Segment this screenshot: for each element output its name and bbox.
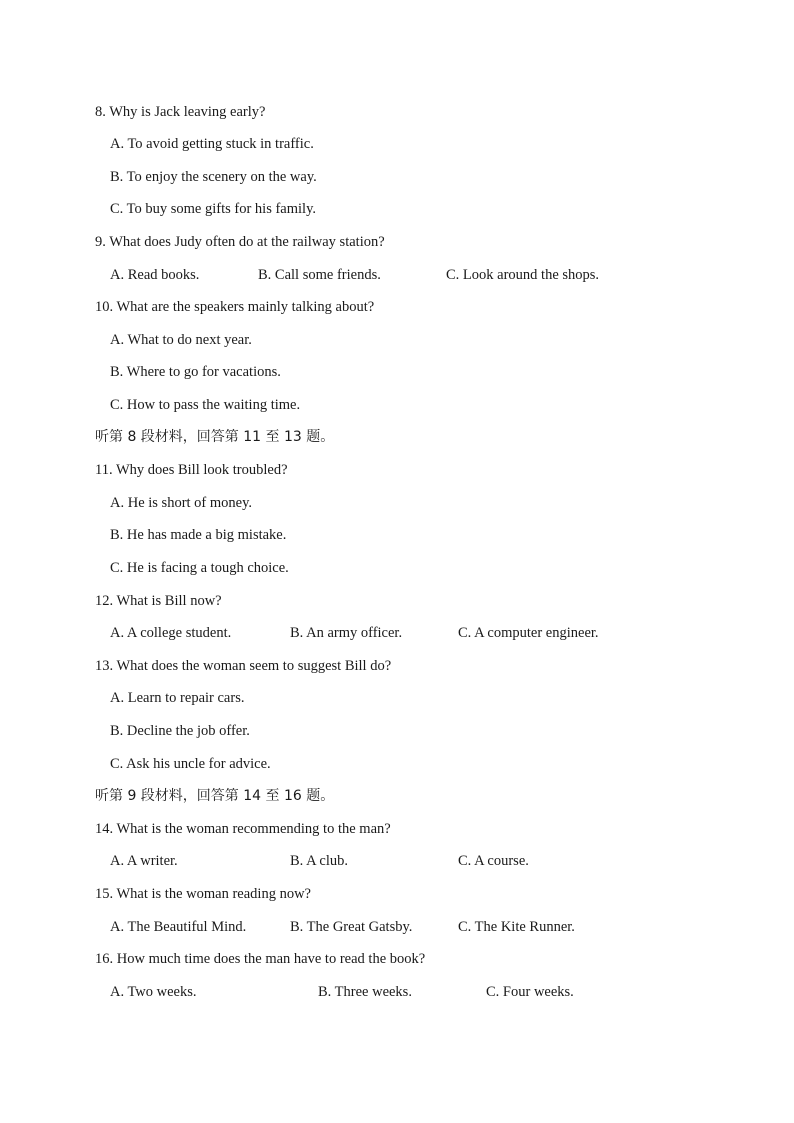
option-14c: C. A course. — [458, 853, 529, 869]
question-13: 13. What does the woman seem to suggest Bill do? — [95, 658, 392, 674]
question-14: 14. What is the woman recommending to the man? — [95, 821, 391, 837]
question-16: 16. How much time does the man have to read the book? — [95, 951, 426, 967]
question-12: 12. What is Bill now? — [95, 593, 222, 609]
option-11a: A. He is short of money. — [110, 495, 253, 511]
option-11c: C. He is facing a tough choice. — [110, 560, 289, 576]
option-16a: A. Two weeks. — [110, 984, 197, 1000]
option-12a: A. A college student. — [110, 625, 232, 641]
option-15c: C. The Kite Runner. — [458, 919, 575, 935]
option-9b: B. Call some friends. — [258, 267, 381, 283]
option-10a: A. What to do next year. — [110, 332, 252, 348]
option-8b: B. To enjoy the scenery on the way. — [110, 169, 317, 185]
option-13b: B. Decline the job offer. — [110, 723, 250, 739]
question-8: 8. Why is Jack leaving early? — [95, 104, 266, 120]
question-9: 9. What does Judy often do at the railway station? — [95, 234, 385, 250]
option-10c: C. How to pass the waiting time. — [110, 397, 301, 413]
option-8c: C. To buy some gifts for his family. — [110, 201, 317, 217]
option-12b: B. An army officer. — [290, 625, 403, 641]
question-10: 10. What are the speakers mainly talking about? — [95, 299, 375, 315]
question-11: 11. Why does Bill look troubled? — [95, 462, 288, 478]
option-13c: C. Ask his uncle for advice. — [110, 756, 271, 772]
option-8a: A. To avoid getting stuck in traffic. — [110, 136, 314, 152]
option-13a: A. Learn to repair cars. — [110, 690, 245, 706]
option-15a: A. The Beautiful Mind. — [110, 919, 247, 935]
option-16c: C. Four weeks. — [486, 984, 574, 1000]
option-14a: A. A writer. — [110, 853, 178, 869]
option-11b: B. He has made a big mistake. — [110, 527, 287, 543]
section-heading-9: 听第 9 段材料，回答第 14 至 16 题。 — [95, 788, 335, 804]
question-15: 15. What is the woman reading now? — [95, 886, 311, 902]
option-14b: B. A club. — [290, 853, 349, 869]
option-9a: A. Read books. — [110, 267, 200, 283]
option-16b: B. Three weeks. — [318, 984, 412, 1000]
section-heading-8: 听第 8 段材料，回答第 11 至 13 题。 — [95, 429, 335, 445]
option-15b: B. The Great Gatsby. — [290, 919, 413, 935]
option-12c: C. A computer engineer. — [458, 625, 599, 641]
option-9c: C. Look around the shops. — [446, 267, 600, 283]
option-10b: B. Where to go for vacations. — [110, 364, 281, 380]
